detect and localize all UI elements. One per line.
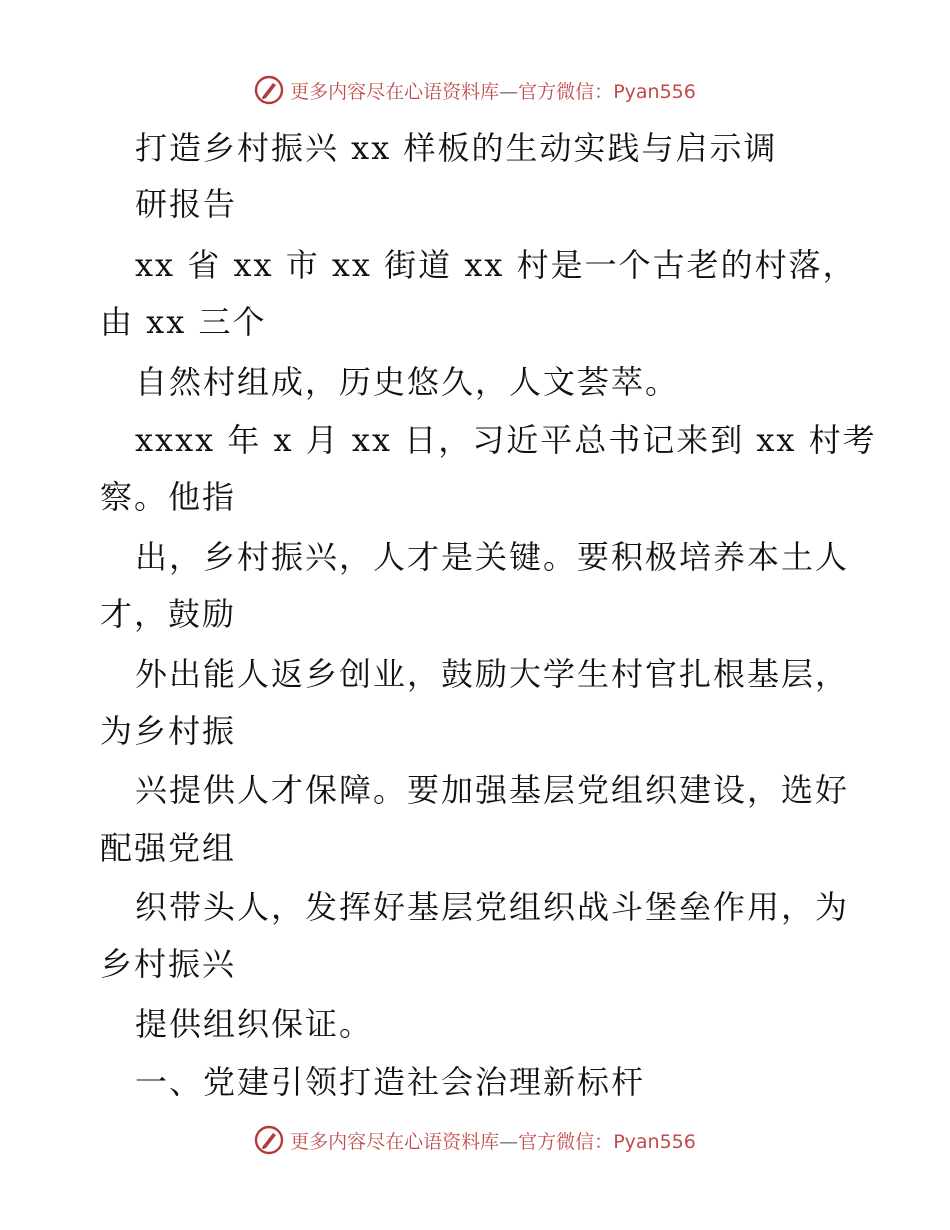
paragraph-line: 乡村振兴	[100, 945, 237, 983]
banner-wechat-id: Pyan556	[613, 80, 696, 103]
banner-wechat-label: 官方微信：	[518, 80, 614, 103]
title-line-1: 打造乡村振兴 xx 样板的生动实践与启示调	[135, 129, 778, 167]
banner-text	[290, 77, 696, 104]
paragraph-line: 出，乡村振兴，人才是关键。要积极培养本土人	[135, 538, 850, 576]
banner-text	[290, 1127, 696, 1154]
pen-logo-icon	[254, 75, 284, 105]
paragraph-line: 织带头人，发挥好基层党组织战斗堡垒作用，为	[135, 888, 850, 926]
title-line-2: 研报告	[135, 185, 238, 223]
footer-watermark-banner	[0, 1120, 950, 1160]
pen-logo-icon	[254, 1125, 284, 1155]
paragraph-line: 自然村组成，历史悠久，人文荟萃。	[135, 363, 680, 401]
paragraph-line: 外出能人返乡创业，鼓励大学生村官扎根基层，	[135, 655, 850, 693]
banner-slogan: 更多内容尽在心语资料库	[290, 1130, 500, 1153]
paragraph-line: 才，鼓励	[100, 595, 237, 633]
banner-slogan: 更多内容尽在心语资料库	[290, 80, 500, 103]
paragraph-line: 察。他指	[100, 478, 237, 516]
paragraph-line: 兴提供人才保障。要加强基层党组织建设，选好	[135, 771, 850, 809]
paragraph-line: xxxx 年 x 月 xx 日，习近平总书记来到 xx 村考	[135, 421, 877, 459]
banner-separator: —	[499, 80, 519, 103]
section-heading: 一、党建引领打造社会治理新标杆	[135, 1063, 646, 1101]
header-watermark-banner	[0, 70, 950, 110]
banner-wechat-label: 官方微信：	[518, 1130, 614, 1153]
banner-separator: —	[499, 1130, 519, 1153]
banner-wechat-id: Pyan556	[613, 1130, 696, 1153]
paragraph-line: 提供组织保证。	[135, 1005, 374, 1043]
paragraph-line: xx 省 xx 市 xx 街道 xx 村是一个古老的村落，	[135, 246, 857, 284]
paragraph-line: 为乡村振	[100, 712, 237, 750]
paragraph-line: 由 xx 三个	[100, 303, 267, 341]
paragraph-line: 配强党组	[100, 829, 237, 867]
